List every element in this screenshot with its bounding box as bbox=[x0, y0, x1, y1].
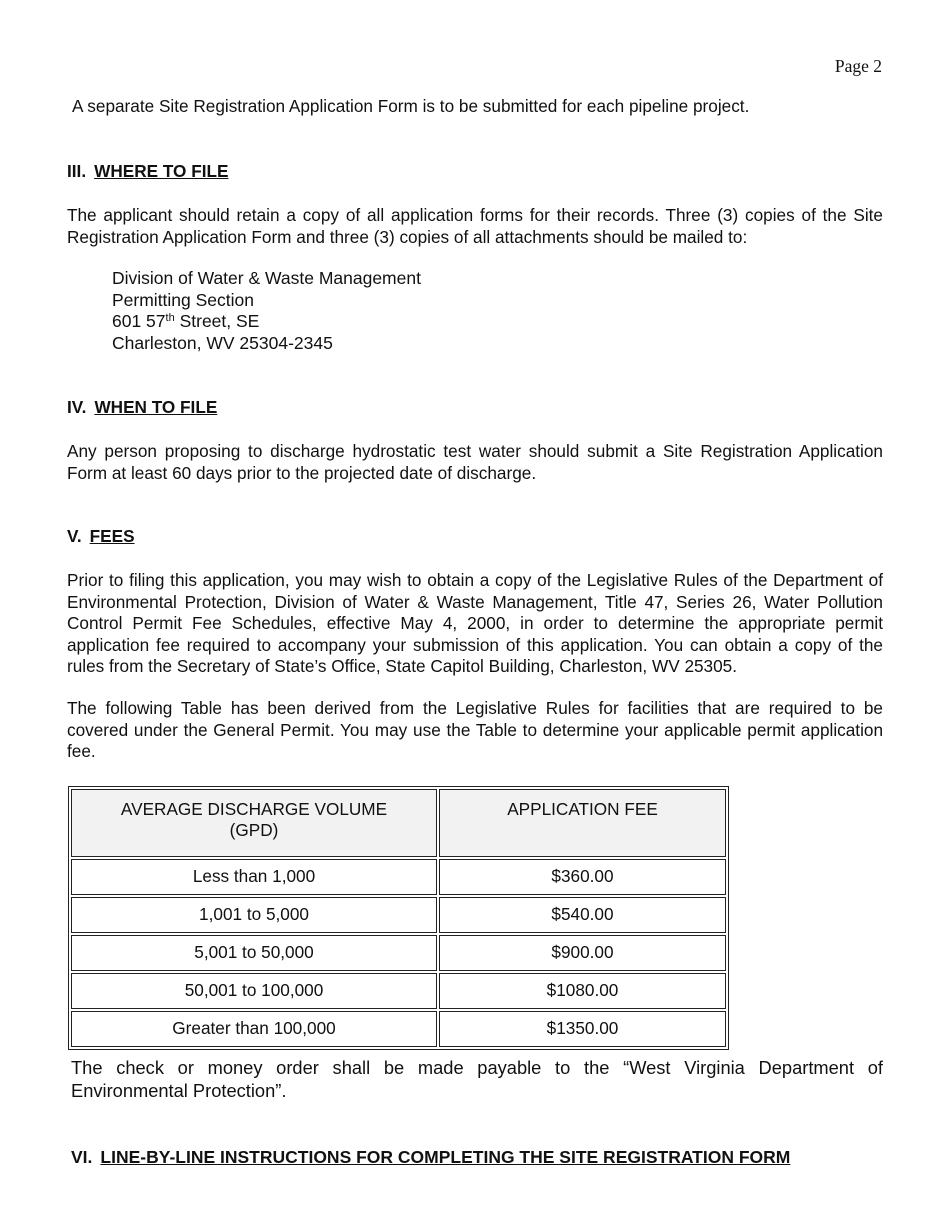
section-6-title: LINE-BY-LINE INSTRUCTIONS FOR COMPLETING THE SITE REGISTRATION FORM bbox=[100, 1147, 791, 1167]
section-3-heading bbox=[67, 161, 228, 183]
address-line-1: Division of Water & Waste Management bbox=[112, 268, 421, 288]
section-4-paragraph: Any person proposing to discharge hydrostatic test water should submit a Site Registration Application Form at least 60 days prior to the projected date of discharge. bbox=[67, 441, 883, 483]
header-discharge-volume bbox=[71, 789, 437, 857]
payment-note: The check or money order shall be made payable to the “West Virginia Department of Environmental Protection”. bbox=[71, 1057, 883, 1101]
mailing-address bbox=[112, 268, 421, 354]
section-4-title: WHEN TO FILE bbox=[94, 397, 218, 417]
header-application-fee: APPLICATION FEE bbox=[439, 789, 726, 857]
table-row bbox=[71, 1011, 726, 1047]
header-volume-line-2: (GPD) bbox=[229, 820, 279, 840]
header-volume-line-1: AVERAGE DISCHARGE VOLUME bbox=[120, 799, 388, 819]
address-line-3 bbox=[112, 311, 421, 333]
section-6-number: VI. bbox=[71, 1147, 93, 1167]
section-3-number: III. bbox=[67, 161, 87, 181]
fee-cell: $1350.00 bbox=[439, 1011, 726, 1047]
table-row bbox=[71, 935, 726, 971]
address-line-4: Charleston, WV 25304-2345 bbox=[112, 332, 333, 353]
section-5-paragraph-2: The following Table has been derived from the Legislative Rules for facilities that are required to be covered under the General Permit. You may use the Table to determine your applicable permit application fee. bbox=[67, 698, 883, 761]
section-5-number: V. bbox=[67, 526, 82, 546]
fee-cell: $360.00 bbox=[439, 859, 726, 895]
section-3-paragraph: The applicant should retain a copy of all application forms for their records. Three (3) copies of the Site Registration Application Form and three (3) copies of all attachments should be mailed to: bbox=[67, 205, 883, 247]
address-ordinal-suffix: th bbox=[165, 312, 175, 325]
volume-cell: 5,001 to 50,000 bbox=[71, 935, 437, 971]
address-line-2: Permitting Section bbox=[112, 289, 255, 310]
table-row bbox=[71, 897, 726, 933]
address-street-number: 601 57 bbox=[112, 311, 166, 331]
table-row bbox=[71, 973, 726, 1009]
section-4-heading bbox=[67, 397, 217, 419]
fee-cell: $540.00 bbox=[439, 897, 726, 933]
volume-cell: Greater than 100,000 bbox=[71, 1011, 437, 1047]
table-row bbox=[71, 859, 726, 895]
section-5-paragraph-1: Prior to filing this application, you may wish to obtain a copy of the Legislative Rules of the Department of Environmental Protection, Division of Water & Waste Management, Title 47, Series 26, Water Pollution Control Permit Fee Schedules, effective May 4, 2000, in order to determine the appropriate permit application fee required to accompany your submission of this application. You can obtain a copy of the rules from the Secretary of State’s Office, State Capitol Building, Charleston, WV 25305. bbox=[67, 570, 883, 676]
volume-cell: 1,001 to 5,000 bbox=[71, 897, 437, 933]
page-number: Page 2 bbox=[834, 56, 882, 76]
volume-cell: Less than 1,000 bbox=[71, 859, 437, 895]
section-4-number: IV. bbox=[67, 397, 87, 417]
fee-table bbox=[68, 786, 729, 1050]
volume-cell: 50,001 to 100,000 bbox=[71, 973, 437, 1009]
section-5-title: FEES bbox=[89, 526, 135, 546]
intro-text: A separate Site Registration Application Form is to be submitted for each pipeline project. bbox=[72, 96, 750, 116]
section-3-title: WHERE TO FILE bbox=[94, 161, 229, 181]
fee-cell: $900.00 bbox=[439, 935, 726, 971]
fee-cell: $1080.00 bbox=[439, 973, 726, 1009]
address-street-name: Street, SE bbox=[174, 311, 260, 331]
section-5-heading bbox=[67, 526, 135, 548]
fee-table-header-row bbox=[71, 789, 726, 857]
section-6-heading bbox=[71, 1147, 790, 1169]
